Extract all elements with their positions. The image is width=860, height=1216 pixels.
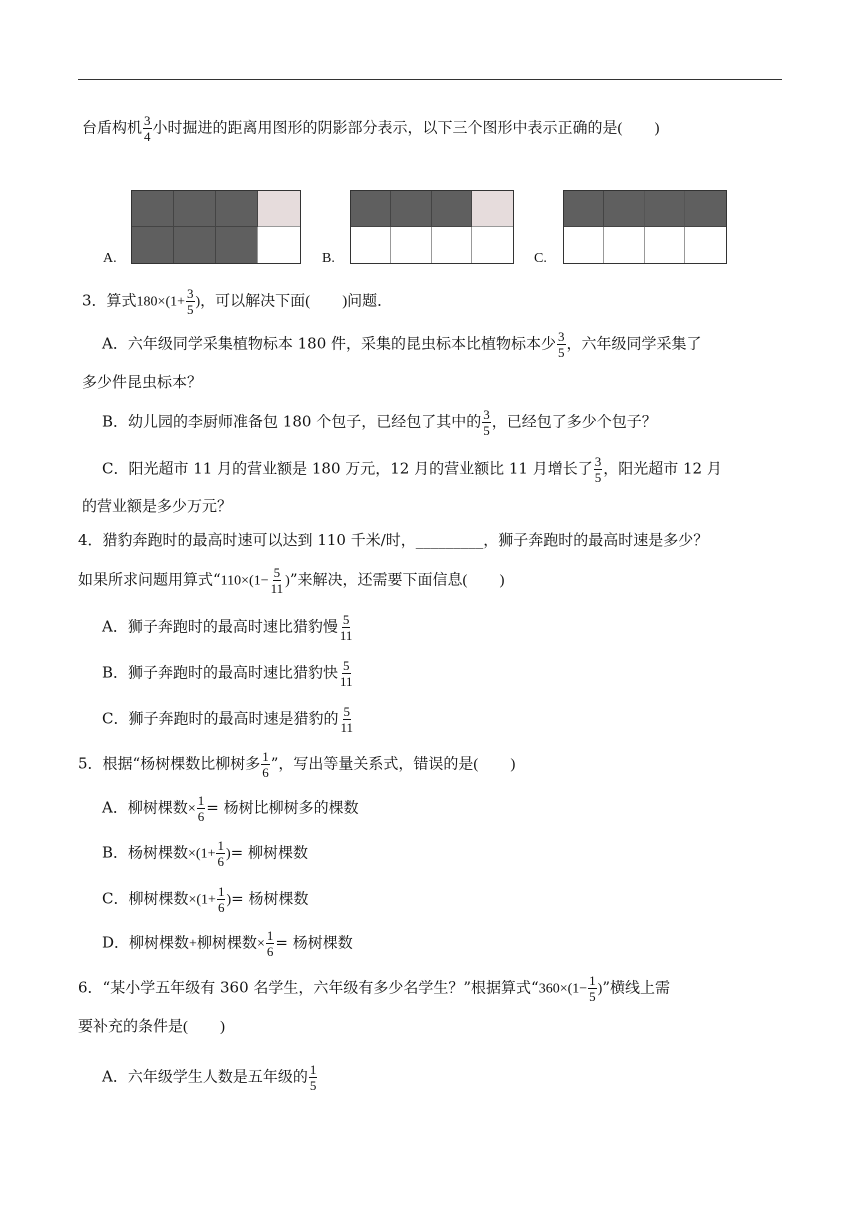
q4-option-a[interactable]: A．狮子奔跑时的最高时速比猎豹慢 $\frac{5}{11}$ [102,612,353,643]
figure-label-c[interactable]: C. [534,251,547,266]
figure-c [563,190,727,264]
q3-option-a-cont: 多少件昆虫标本？ [82,373,203,391]
fraction: $\frac{3}{4}$ [144,113,151,144]
q6-option-a[interactable]: A．六年级学生人数是五年级的 $\frac{1}{5}$ [102,1062,317,1093]
q3-stem: 3．算式180×(1+ $\frac{3}{5}$ )，可以解决下面( )问题． [82,286,393,317]
q2-line: 台盾构机 $\frac{3}{4}$ 小时掘进的距离用图形的阴影部分表示，以下三个图形中表示正确的是( ) [82,113,660,144]
q4-option-b[interactable]: B．狮子奔跑时的最高时速比猎豹快 $\frac{5}{11}$ [102,658,353,689]
figure-label-b[interactable]: B. [322,251,335,266]
q5-stem: 5．根据“杨树棵数比柳树多 $\frac{1}{6}$ ”，写出等量关系式，错误的是( ) [78,749,516,780]
q3-option-c[interactable]: C．阳光超市 11 月的营业额是 180 万元，12 月的营业额比 11 月增长了 $\frac{3}{5}$ ，阳光超市 12 月 [102,454,722,485]
figure-a [131,190,301,264]
q4-option-c[interactable]: C．狮子奔跑时的最高时速是猎豹的 $\frac{5}{11}$ [102,704,354,735]
q5-option-d[interactable]: D．柳树棵数+柳树棵数× $\frac{1}{6}$ = 杨树棵数 [102,928,353,959]
figure-b [350,190,514,264]
q3-option-a[interactable]: A．六年级同学采集植物标本 180 件，采集的昆虫标本比植物标本少 $\frac{3}{5}$ ，六年级同学采集了 [102,329,702,360]
q5-option-b[interactable]: B．杨树棵数×(1+ $\frac{1}{6}$ )= 柳树棵数 [102,838,308,869]
q6-line2: 要补充的条件是( ) [78,1017,226,1035]
q6-line1: 6．“某小学五年级有 360 名学生，六年级有多少名学生？”根据算式“360×(1− $\frac{1}{5}$ )”横线上需 [78,973,671,1004]
q3-option-c-cont: 的营业额是多少万元？ [82,497,233,515]
figure-label-a[interactable]: A. [103,251,117,266]
q5-option-c[interactable]: C．柳树棵数×(1+ $\frac{1}{6}$ )= 杨树棵数 [102,884,309,915]
q3-option-b[interactable]: B．幼儿园的李厨师准备包 180 个包子，已经包了其中的 $\frac{3}{5}$ ，已经包了多少个包子？ [102,407,657,438]
fraction: $\frac{3}{5}$ [187,286,194,317]
q4-line2: 如果所求问题用算式“110×(1− $\frac{5}{11}$ )”来解决，还需要下面信息( ) [78,565,505,596]
q5-option-a[interactable]: A．柳树棵数× $\frac{1}{6}$ = 杨树比柳树多的棵数 [102,793,359,824]
q4-line1: 4．猎豹奔跑时的最高时速可以达到 110 千米/时，_________，狮子奔跑时的最高时速是多少？ [78,531,709,549]
header-rule [78,79,782,80]
